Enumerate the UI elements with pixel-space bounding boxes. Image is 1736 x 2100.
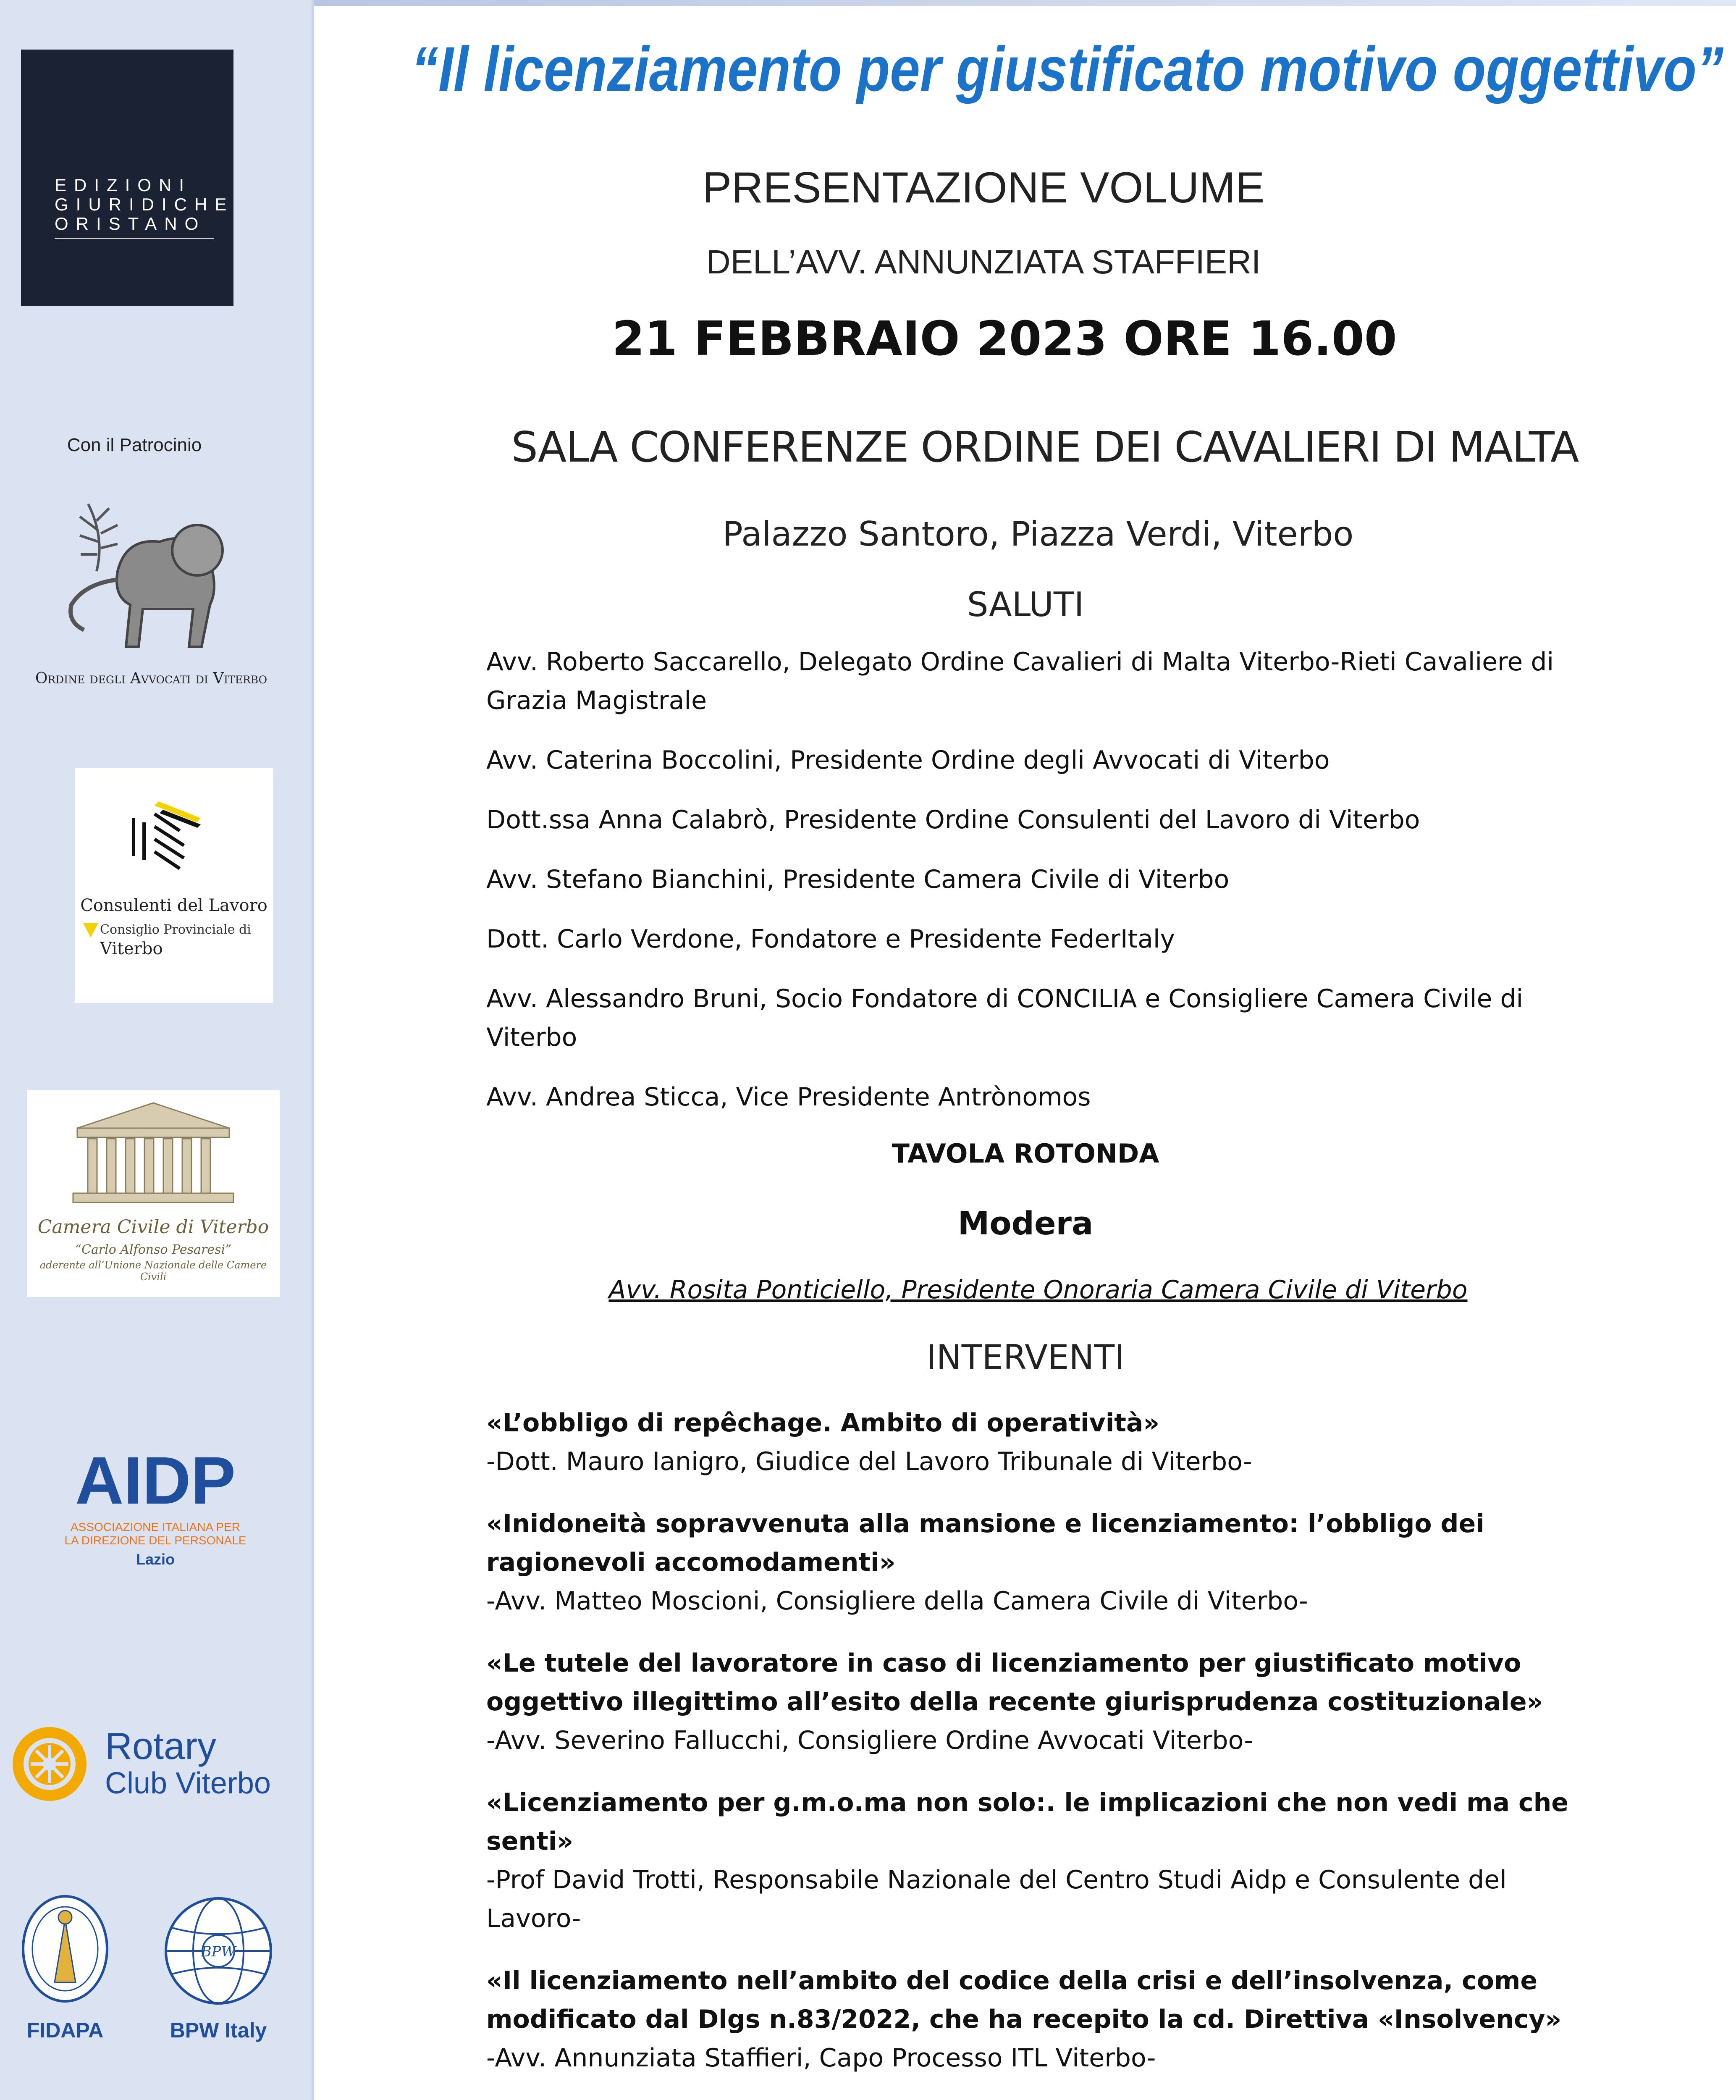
ordine-avvocati-logo: [34, 479, 269, 697]
soroptimist-emblem-icon: [17, 2098, 84, 2100]
bpw-badge-text: BPW: [201, 1943, 236, 1960]
saluto-item: Avv. Alessandro Bruni, Socio Fondatore di CONCILIA e Consigliere Camera Civile di Viterbo: [486, 984, 1524, 1052]
camera-civile-name: “Carlo Alfonso Pesaresi”: [75, 1242, 232, 1257]
edizioni-rule: [55, 238, 214, 239]
intervento-speaker: -Avv. Matteo Moscioni, Consigliere della Camera Civile di Viterbo-: [486, 1586, 1308, 1616]
ordine-avvocati-label: Ordine degli Avvocati di Viterbo: [35, 670, 267, 687]
aidp-line-1: ASSOCIAZIONE ITALIANA PER: [70, 1520, 241, 1533]
edizioni-line-3: ORISTANO: [55, 214, 206, 234]
intervento-title: «Licenziamento per g.m.o.ma non solo:. le implicazioni che non vedi ma che senti»: [486, 1788, 1568, 1856]
modera-heading: Modera: [957, 1205, 1094, 1242]
intervento-speaker: -Avv. Annunziata Staffieri, Capo Processo ITL Viterbo-: [486, 2043, 1156, 2073]
intervento-item: [486, 1783, 1603, 1938]
page-title: “Il licenziamento per giustificato motivo oggettivo”: [411, 34, 1724, 104]
soroptimist-logo: [17, 2098, 319, 2100]
consulenti-city: Viterbo: [100, 939, 163, 958]
saluto-item: Avv. Andrea Sticca, Vice Presidente Antrònomos: [486, 1082, 1091, 1112]
saluto-item: Dott. Carlo Verdone, Fondatore e Presidente FederItaly: [486, 924, 1175, 954]
intervento-title: «Inidoneità sopravvenuta alla mansione e licenziamento: l’obbligo dei ragionevoli accomodamenti»: [486, 1509, 1484, 1577]
consulenti-title: Consulenti del Lavoro: [80, 896, 267, 915]
fidapa-label: FIDAPA: [26, 2019, 104, 2042]
aidp-region: Lazio: [136, 1551, 175, 1568]
camera-civile-title: Camera Civile di Viterbo: [37, 1216, 269, 1238]
event-venue: SALA CONFERENZE ORDINE DEI CAVALIERI DI MALTA: [511, 423, 1579, 472]
moderator: Avv. Rosita Ponticiello, Presidente Onoraria Camera Civile di Viterbo: [608, 1275, 1468, 1305]
saluti-heading: SALUTI: [967, 585, 1084, 624]
temple-icon: [27, 1099, 280, 1208]
edizioni-line-1: EDIZIONI: [55, 175, 192, 195]
bpw-label: BPW Italy: [170, 2019, 267, 2042]
sidebar-divider: [312, 0, 314, 2100]
interventi-list: [486, 1404, 1603, 2077]
rotary-logo: [8, 1718, 302, 1814]
lion-emblem-icon: [34, 479, 269, 664]
rotary-club: Club Viterbo: [105, 1767, 271, 1800]
intervento-speaker: -Dott. Mauro Ianigro, Giudice del Lavoro Tribunale di Viterbo-: [486, 1447, 1252, 1476]
aidp-logo: [38, 1445, 273, 1588]
event-address: Palazzo Santoro, Piazza Verdi, Viterbo: [722, 514, 1354, 554]
saluto-item: Dott.ssa Anna Calabrò, Presidente Ordine Consulenti del Lavoro di Viterbo: [486, 805, 1420, 835]
event-date: 21 FEBBRAIO 2023 ORE 16.00: [612, 312, 1397, 366]
subtitle-presentazione: PRESENTAZIONE VOLUME: [702, 163, 1265, 212]
fidapa-emblem-icon: [17, 1894, 113, 2012]
camera-civile-sub: aderente all’Unione Nazionale delle Camere Civili: [39, 1259, 267, 1283]
intervento-speaker: -Prof David Trotti, Responsabile Nazionale del Centro Studi Aidp e Consulente del Lavoro-: [486, 1865, 1507, 1933]
rotary-wheel-icon: [8, 1722, 92, 1806]
consulenti-lavoro-logo: [75, 768, 273, 1003]
top-strip: [312, 0, 1736, 6]
interventi-heading: INTERVENTI: [926, 1338, 1125, 1377]
edizioni-logo: [21, 50, 233, 306]
intervento-item: [486, 1961, 1603, 2077]
intervento-title: «Le tutele del lavoratore in caso di licenziamento per giustificato motivo oggettivo illegittimo all’esito della recente giurisprudenza costituzionale»: [486, 1648, 1543, 1717]
saluto-item: Avv. Caterina Boccolini, Presidente Ordine degli Avvocati di Viterbo: [486, 746, 1330, 775]
rotary-title: Rotary: [105, 1725, 217, 1767]
saluto-item: Avv. Roberto Saccarello, Delegato Ordine Cavalieri di Malta Viterbo-Rieti Cavaliere di Grazia Magistrale: [486, 647, 1554, 715]
saluti-list: [486, 643, 1595, 1116]
patrocinio-label: Con il Patrocinio: [67, 435, 202, 455]
intervento-item: [486, 1404, 1603, 1481]
consulenti-sub: Consiglio Provinciale di: [100, 922, 251, 937]
intervento-item: [486, 1644, 1603, 1760]
consulenti-mark-icon: [75, 776, 273, 885]
yellow-triangle-icon: [83, 923, 98, 937]
subtitle-author: DELL’AVV. ANNUNZIATA STAFFIERI: [706, 243, 1261, 281]
edizioni-line-2: GIURIDICHE: [55, 194, 234, 214]
intervento-speaker: -Avv. Severino Fallucchi, Consigliere Ordine Avvocati Viterbo-: [486, 1726, 1253, 1755]
camera-civile-logo: [27, 1090, 280, 1297]
intervento-item: [486, 1504, 1603, 1620]
aidp-wordmark: AIDP: [75, 1443, 236, 1518]
saluto-item: Avv. Stefano Bianchini, Presidente Camera Civile di Viterbo: [486, 865, 1230, 894]
bpw-globe-icon: [139, 1894, 298, 2012]
bpw-logo: [139, 1894, 298, 2050]
intervento-title: «L’obbligo di repêchage. Ambito di operatività»: [486, 1408, 1160, 1438]
aidp-line-2: LA DIREZIONE DEL PERSONALE: [64, 1534, 247, 1547]
intervento-title: «Il licenziamento nell’ambito del codice della crisi e dell’insolvenza, come modificato dal Dlgs n.83/2022, che ha recepito la cd. Direttiva «Insolvency»: [486, 1966, 1562, 2034]
tavola-heading: TAVOLA ROTONDA: [892, 1138, 1159, 1169]
fidapa-logo: [17, 1894, 113, 2050]
